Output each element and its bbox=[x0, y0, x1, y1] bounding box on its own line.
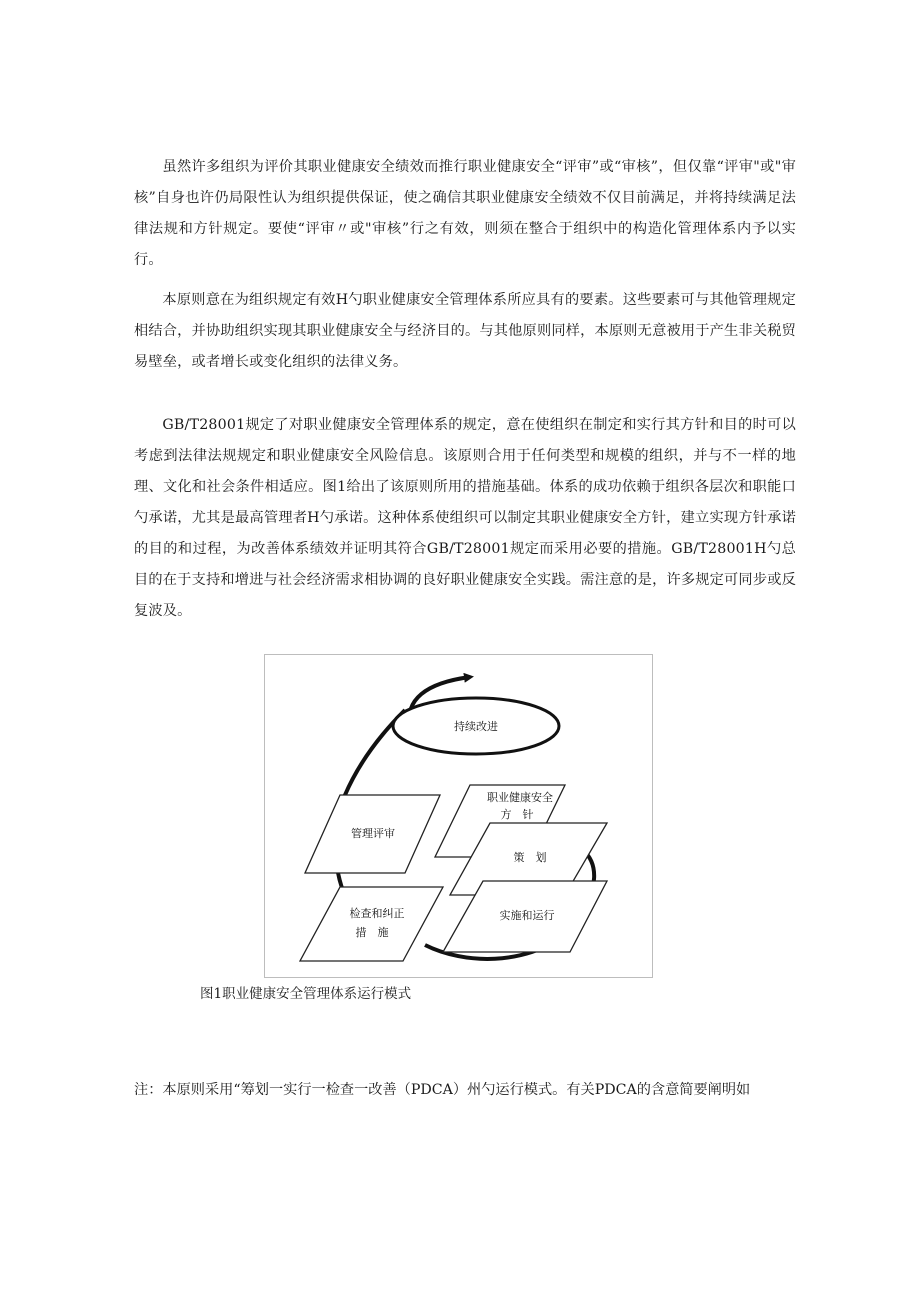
continuous-improvement-label: 持续改进 bbox=[454, 720, 498, 733]
planning-label: 策 划 bbox=[513, 851, 547, 864]
figure-pdca-model bbox=[264, 654, 653, 978]
checking-box bbox=[300, 887, 443, 961]
checking-label-line1: 检查和纠正 bbox=[349, 907, 405, 920]
figure-caption: 图1职业健康安全管理体系运行模式 bbox=[200, 986, 412, 1002]
paragraph-3: GB/T28001规定了对职业健康安全管理体系的规定，意在使组织在制定和实行其方针和目的时可以考虑到法律法规规定和职业健康安全风险信息。该原则合用于任何类型和规模的组织，并与不一样的地理、文化和社会条件相适应。图1给出了该原则所用的措施基础。体系的成功依赖于组织各层次和职能口勺承诺，尤其是最高管理者H勺承诺。这种体系使组织可以制定其职业健康安全方针，建立实现方针承诺的目的和过程，为改善体系绩效并证明其符合GB/T28001规定而采用必要的措施。GB/T28001H勺总目的在于支持和增进与社会经济需求相协调的良好职业健康安全实践。需注意的是，许多规定可同步或反复波及。 bbox=[134, 417, 796, 619]
policy-label-line1: 职业健康安全 bbox=[487, 791, 553, 804]
implementation-label: 实施和运行 bbox=[499, 909, 555, 922]
pdca-diagram bbox=[265, 655, 654, 979]
paragraph-2: 本原则意在为组织规定有效H勺职业健康安全管理体系所应具有的要素。这些要素可与其他管理规定相结合，并协助组织实现其职业健康安全与经济目的。与其他原则同样，本原则无意被用于产生非关税贸易壁垒，或者增长或变化组织的法律义务。 bbox=[134, 292, 796, 370]
management-review-label: 管理评审 bbox=[351, 827, 395, 840]
checking-label-line2: 措 施 bbox=[355, 926, 389, 939]
policy-label-line2: 方 针 bbox=[500, 808, 534, 821]
paragraph-1: 虽然许多组织为评价其职业健康安全绩效而推行职业健康安全“评审”或“审核”，但仅靠“评审"或"审核”自身也许仍局限性认为组织提供保证，使之确信其职业健康安全绩效不仅目前满足，并将持续满足法律法规和方针规定。要使“评审〃或"审核”行之有效，则须在整合于组织中的构造化管理体系内予以实行。 bbox=[134, 159, 796, 268]
note-text: 注：本原则采用“筹划一实行一检查一改善（PDCA）州勺运行模式。有关PDCA的含意简要阐明如 bbox=[134, 1082, 751, 1098]
